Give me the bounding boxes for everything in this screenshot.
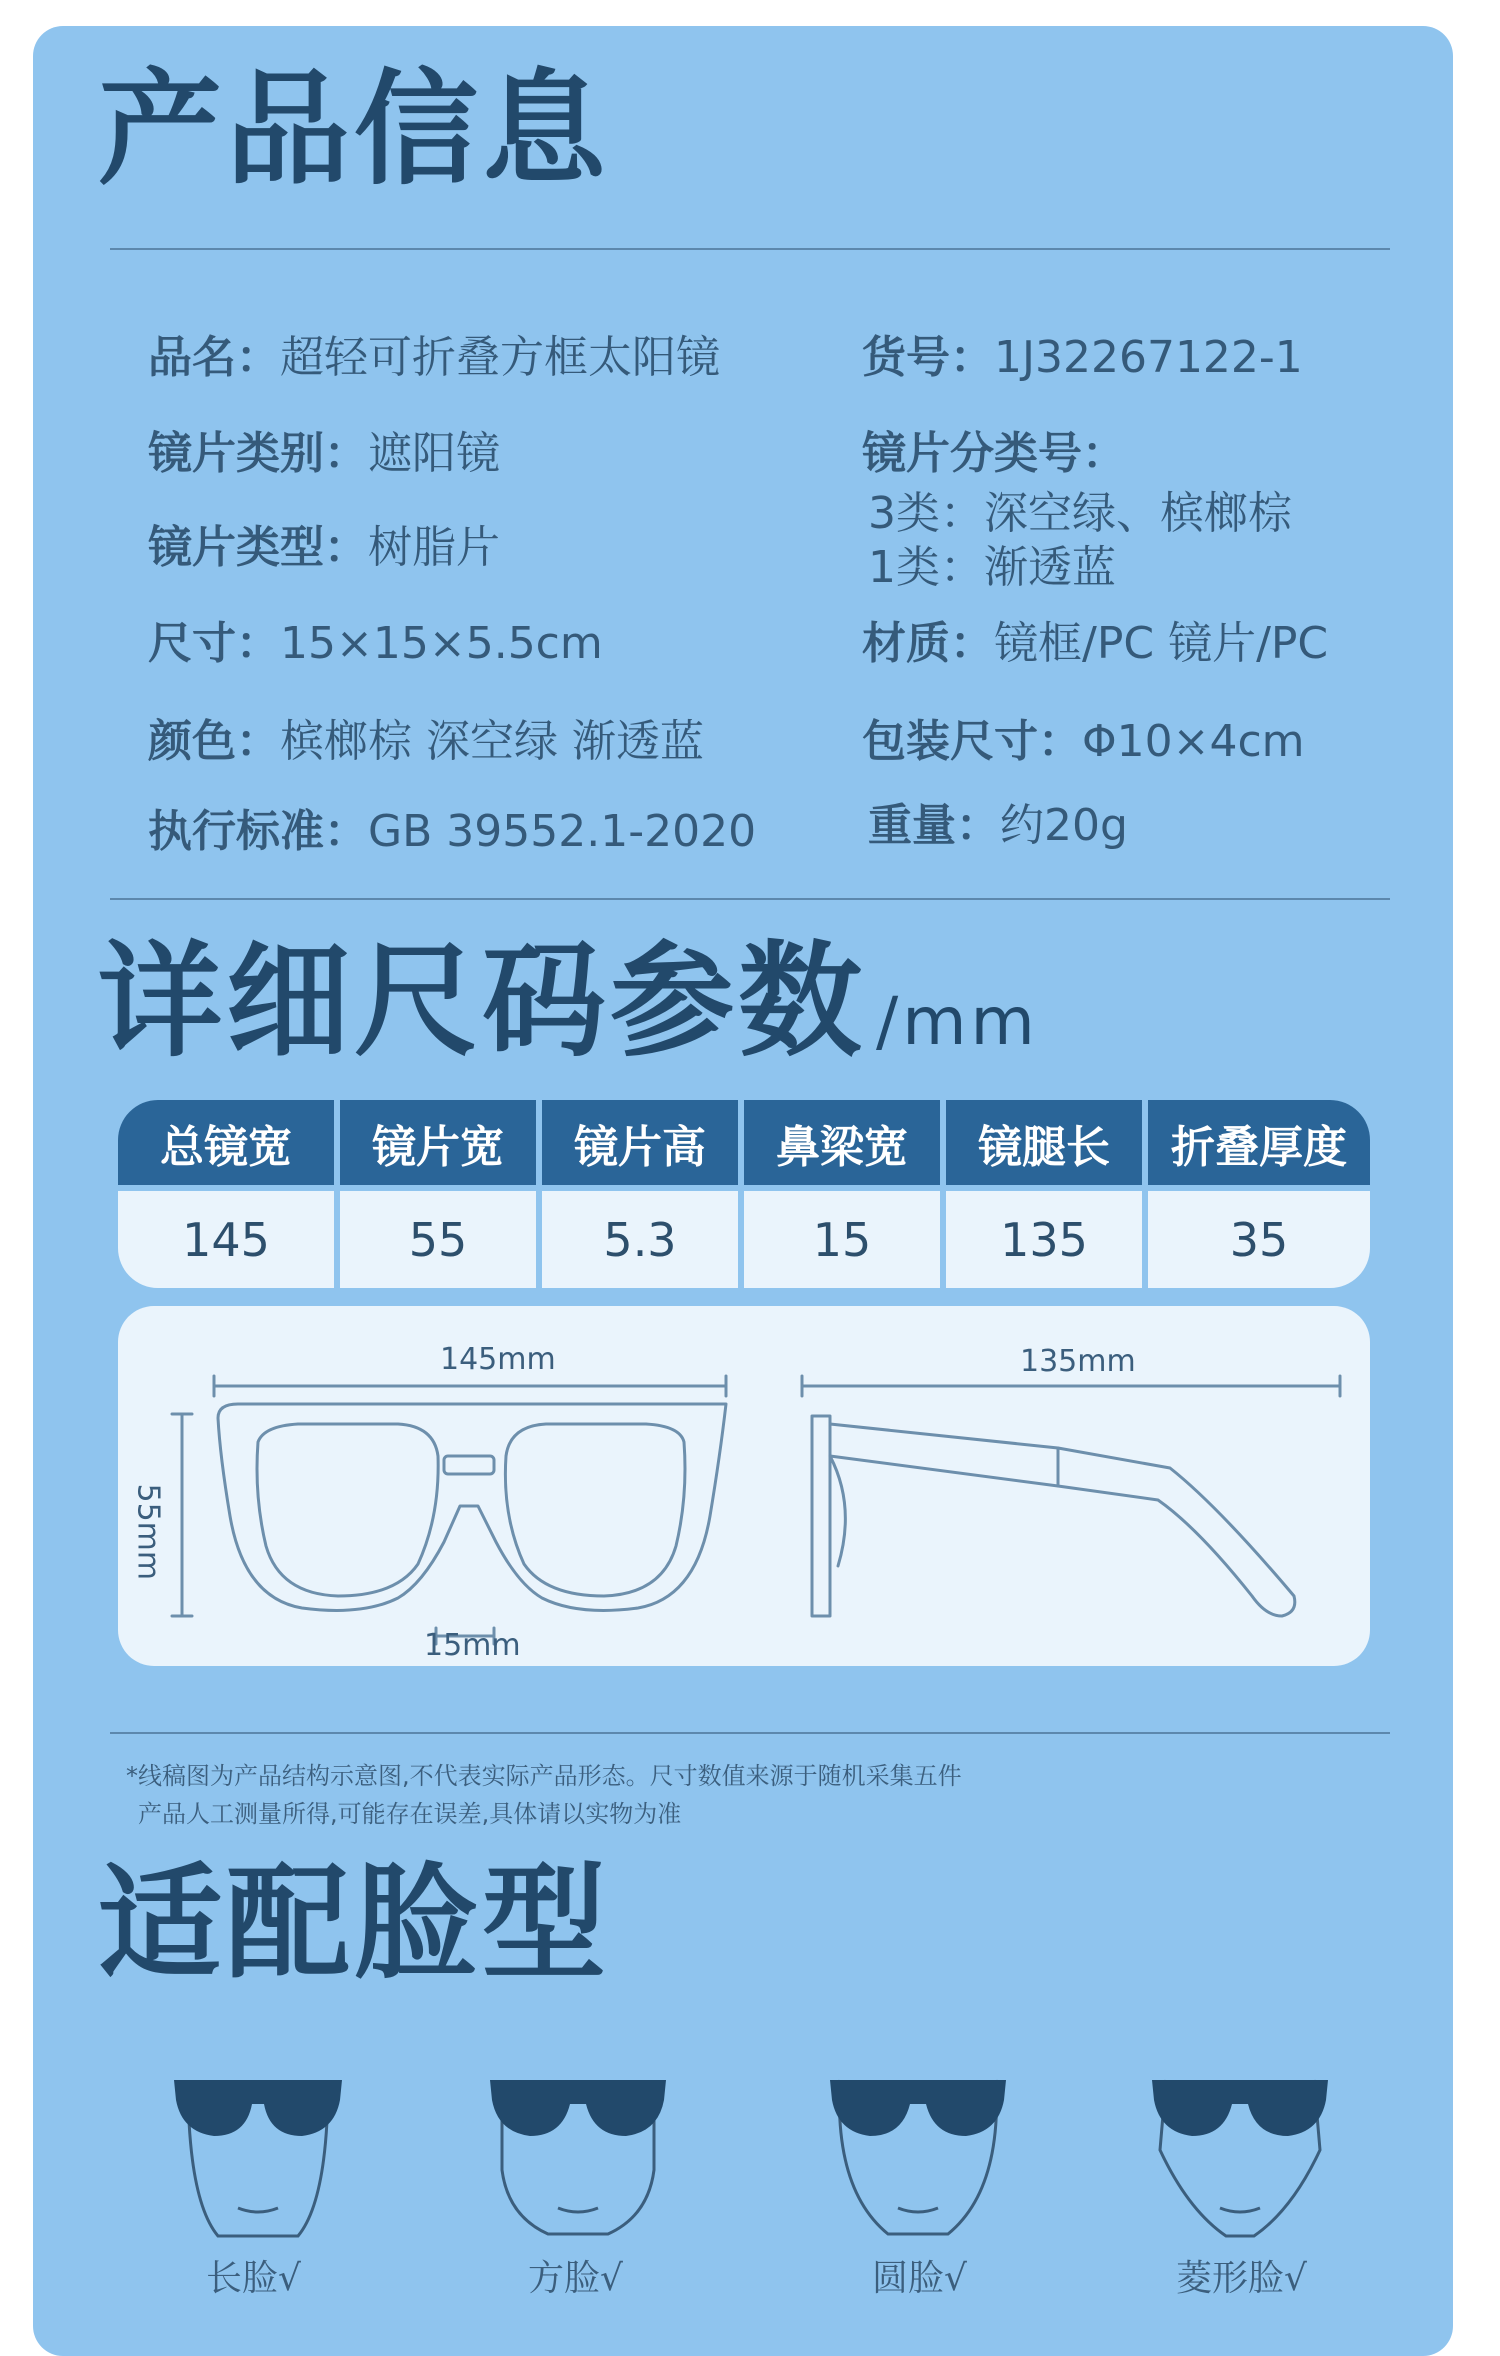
disclaimer-line2: 产品人工测量所得,可能存在误差,具体请以实物为准 <box>138 1800 682 1828</box>
info-key: 重量： <box>868 800 1000 851</box>
info-value: 槟榔棕 深空绿 渐透蓝 <box>280 716 704 767</box>
round-face-icon <box>818 2040 1018 2240</box>
td-fold-thickness: 35 <box>1148 1191 1370 1288</box>
td-lens-height: 5.3 <box>542 1191 738 1288</box>
long-face-icon <box>158 2040 358 2240</box>
info-key: 颜色： <box>148 716 280 767</box>
info-package <box>862 716 1305 769</box>
size-title-text: 详细尺码参数 <box>98 930 867 1074</box>
info-value: 树脂片 <box>368 522 500 573</box>
info-key: 货号： <box>862 332 994 383</box>
info-key: 镜片类别： <box>148 428 368 479</box>
td-total-width: 145 <box>118 1191 334 1288</box>
th-lens-width: 镜片宽 <box>340 1100 536 1185</box>
td-lens-width: 55 <box>340 1191 536 1288</box>
info-value: 1J32267122-1 <box>994 332 1303 383</box>
size-table-row <box>118 1191 1370 1288</box>
info-lens-class <box>862 428 1126 481</box>
info-key: 镜片类型： <box>148 522 368 573</box>
th-lens-height: 镜片高 <box>542 1100 738 1185</box>
th-fold-thickness: 折叠厚度 <box>1148 1100 1370 1185</box>
label-temple-length: 135mm <box>1020 1344 1136 1379</box>
info-value: GB 39552.1-2020 <box>368 806 757 857</box>
label-total-width: 145mm <box>440 1342 556 1377</box>
th-temple-length: 镜腿长 <box>946 1100 1142 1185</box>
td-temple-length: 135 <box>946 1191 1142 1288</box>
diamond-face-icon <box>1140 2040 1340 2240</box>
info-size <box>148 618 603 671</box>
info-material <box>862 618 1328 671</box>
info-lens-category <box>148 428 500 481</box>
info-key: 镜片分类号： <box>862 428 1126 479</box>
divider <box>110 248 1390 250</box>
info-value: 约20g <box>1000 800 1128 851</box>
size-table-header <box>118 1100 1370 1185</box>
divider <box>110 898 1390 900</box>
size-table <box>118 1100 1370 1288</box>
info-value: 超轻可折叠方框太阳镜 <box>280 332 720 383</box>
info-lens-class-line2: 1类：渐透蓝 <box>868 542 1116 593</box>
td-bridge-width: 15 <box>744 1191 940 1288</box>
label-lens-height: 55mm <box>130 1483 166 1581</box>
info-key: 材质： <box>862 618 994 669</box>
face-label-square: 方脸√ <box>528 2258 623 2299</box>
info-product-name <box>148 332 720 385</box>
face-label-long: 长脸√ <box>206 2258 301 2299</box>
th-total-width: 总镜宽 <box>118 1100 334 1185</box>
size-title <box>98 930 1039 1074</box>
info-key: 品名： <box>148 332 280 383</box>
divider <box>110 1732 1390 1734</box>
glasses-line-drawing <box>118 1306 1370 1666</box>
info-value: Φ10×4cm <box>1082 716 1305 767</box>
info-key: 包装尺寸： <box>862 716 1082 767</box>
square-face-icon <box>478 2040 678 2240</box>
face-label-diamond: 菱形脸√ <box>1176 2258 1307 2299</box>
info-key: 尺寸： <box>148 618 280 669</box>
label-bridge-width: 15mm <box>424 1628 521 1663</box>
disclaimer-line1: *线稿图为产品结构示意图,不代表实际产品形态。尺寸数值来源于随机采集五件 <box>126 1762 962 1790</box>
info-standard <box>148 806 756 859</box>
info-color <box>148 716 704 769</box>
info-lens-class-line1: 3类：深空绿、槟榔棕 <box>868 488 1292 539</box>
info-value: 15×15×5.5cm <box>280 618 603 669</box>
info-value: 镜框/PC 镜片/PC <box>994 618 1329 669</box>
face-shape-title: 适配脸型 <box>98 1852 611 1996</box>
info-weight <box>868 800 1128 853</box>
product-info-title: 产品信息 <box>98 58 611 202</box>
th-bridge-width: 鼻梁宽 <box>744 1100 940 1185</box>
info-lens-type <box>148 522 500 575</box>
size-unit: /mm <box>876 983 1039 1060</box>
info-key: 执行标准： <box>148 806 368 857</box>
face-label-round: 圆脸√ <box>872 2258 967 2299</box>
glasses-diagram <box>118 1306 1370 1666</box>
info-sku <box>862 332 1303 385</box>
info-value: 遮阳镜 <box>368 428 500 479</box>
